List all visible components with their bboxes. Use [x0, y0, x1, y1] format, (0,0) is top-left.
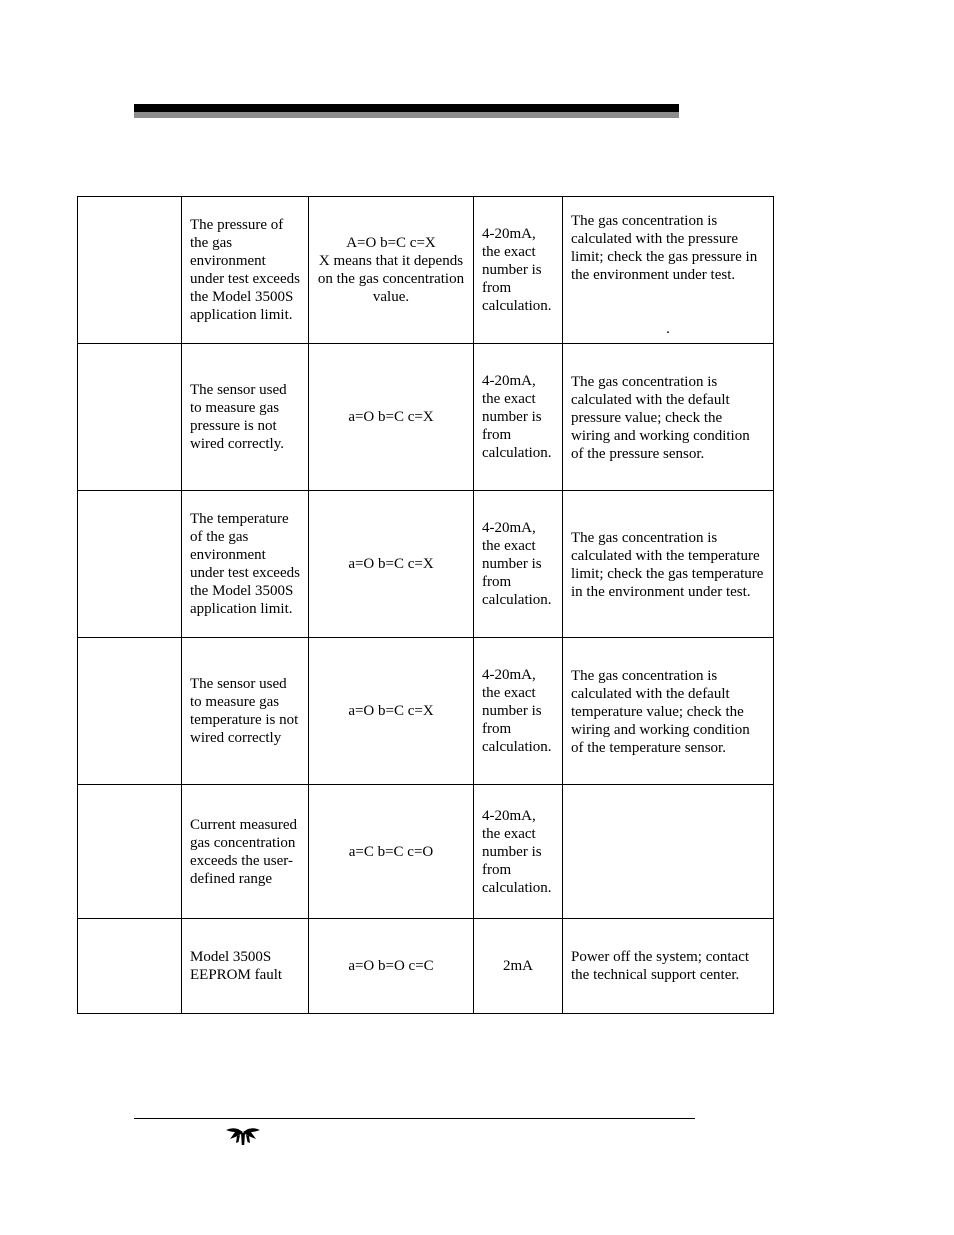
fault-description: Model 3500S EEPROM fault	[182, 919, 309, 1014]
led-status-note: X means that it depends on the gas concentration value.	[317, 253, 465, 305]
corrective-action: The gas concentration is calculated with the default pressure value; check the wiring and working condition of the pressure sensor.	[571, 373, 750, 462]
corrective-action-cell	[563, 197, 774, 344]
teledyne-logo-icon	[225, 1127, 261, 1147]
led-status: a=O b=C c=X	[348, 556, 434, 572]
led-status-cell	[309, 491, 474, 638]
fault-code-cell	[78, 344, 182, 491]
led-status-cell	[309, 197, 474, 344]
table-row	[78, 491, 774, 638]
corrective-action-cell	[563, 638, 774, 785]
led-status: a=O b=C c=X	[348, 409, 434, 425]
fault-table	[77, 196, 774, 1014]
table-row	[78, 344, 774, 491]
fault-code-cell	[78, 785, 182, 919]
table-row	[78, 785, 774, 919]
led-status-cell	[309, 919, 474, 1014]
table-row	[78, 919, 774, 1014]
fault-code-cell	[78, 919, 182, 1014]
fault-description: The sensor used to measure gas pressure is not wired correctly.	[182, 344, 309, 491]
corrective-action-cell	[563, 344, 774, 491]
fault-description: The sensor used to measure gas temperature is not wired correctly	[182, 638, 309, 785]
corrective-action: The gas concentration is calculated with the pressure limit; check the gas pressure in the environment under test.	[571, 212, 758, 283]
fault-description: Current measured gas concentration exceeds the user-defined range	[182, 785, 309, 919]
led-status-cell	[309, 344, 474, 491]
analog-output: 4-20mA, the exact number is from calculation.	[474, 638, 563, 785]
analog-output: 4-20mA, the exact number is from calculation.	[474, 491, 563, 638]
led-status: a=O b=C c=X	[348, 703, 434, 719]
table-row	[78, 197, 774, 344]
action-note: .	[666, 320, 670, 337]
led-status: A=O b=C c=X	[346, 235, 436, 251]
analog-output: 2mA	[474, 919, 563, 1014]
corrective-action: Power off the system; contact the technical support center.	[563, 919, 774, 1014]
fault-code-cell	[78, 491, 182, 638]
corrective-action: The gas concentration is calculated with the default temperature value; check the wiring and working condition of the temperature sensor.	[571, 667, 750, 756]
header-rule	[134, 104, 679, 112]
led-status: a=C b=C c=O	[348, 843, 434, 860]
analog-output: 4-20mA, the exact number is from calculation.	[474, 785, 563, 919]
table-row	[78, 638, 774, 785]
fault-description: The temperature of the gas environment under test exceeds the Model 3500S application limit.	[182, 491, 309, 638]
analog-output: 4-20mA, the exact number is from calculation.	[474, 197, 563, 344]
led-status: a=O b=O c=C	[348, 958, 434, 974]
fault-code-cell	[78, 638, 182, 785]
led-status-cell	[309, 638, 474, 785]
fault-description: The pressure of the gas environment under test exceeds the Model 3500S application limit.	[182, 197, 309, 344]
led-status-cell	[309, 785, 474, 919]
footer-rule	[134, 1118, 695, 1119]
header-rule-shadow	[134, 112, 679, 118]
fault-code-cell	[78, 197, 182, 344]
corrective-action-cell	[563, 785, 774, 919]
analog-output: 4-20mA, the exact number is from calculation.	[474, 344, 563, 491]
corrective-action: The gas concentration is calculated with the temperature limit; check the gas temperature in the environment under test.	[571, 529, 764, 600]
corrective-action-cell	[563, 491, 774, 638]
